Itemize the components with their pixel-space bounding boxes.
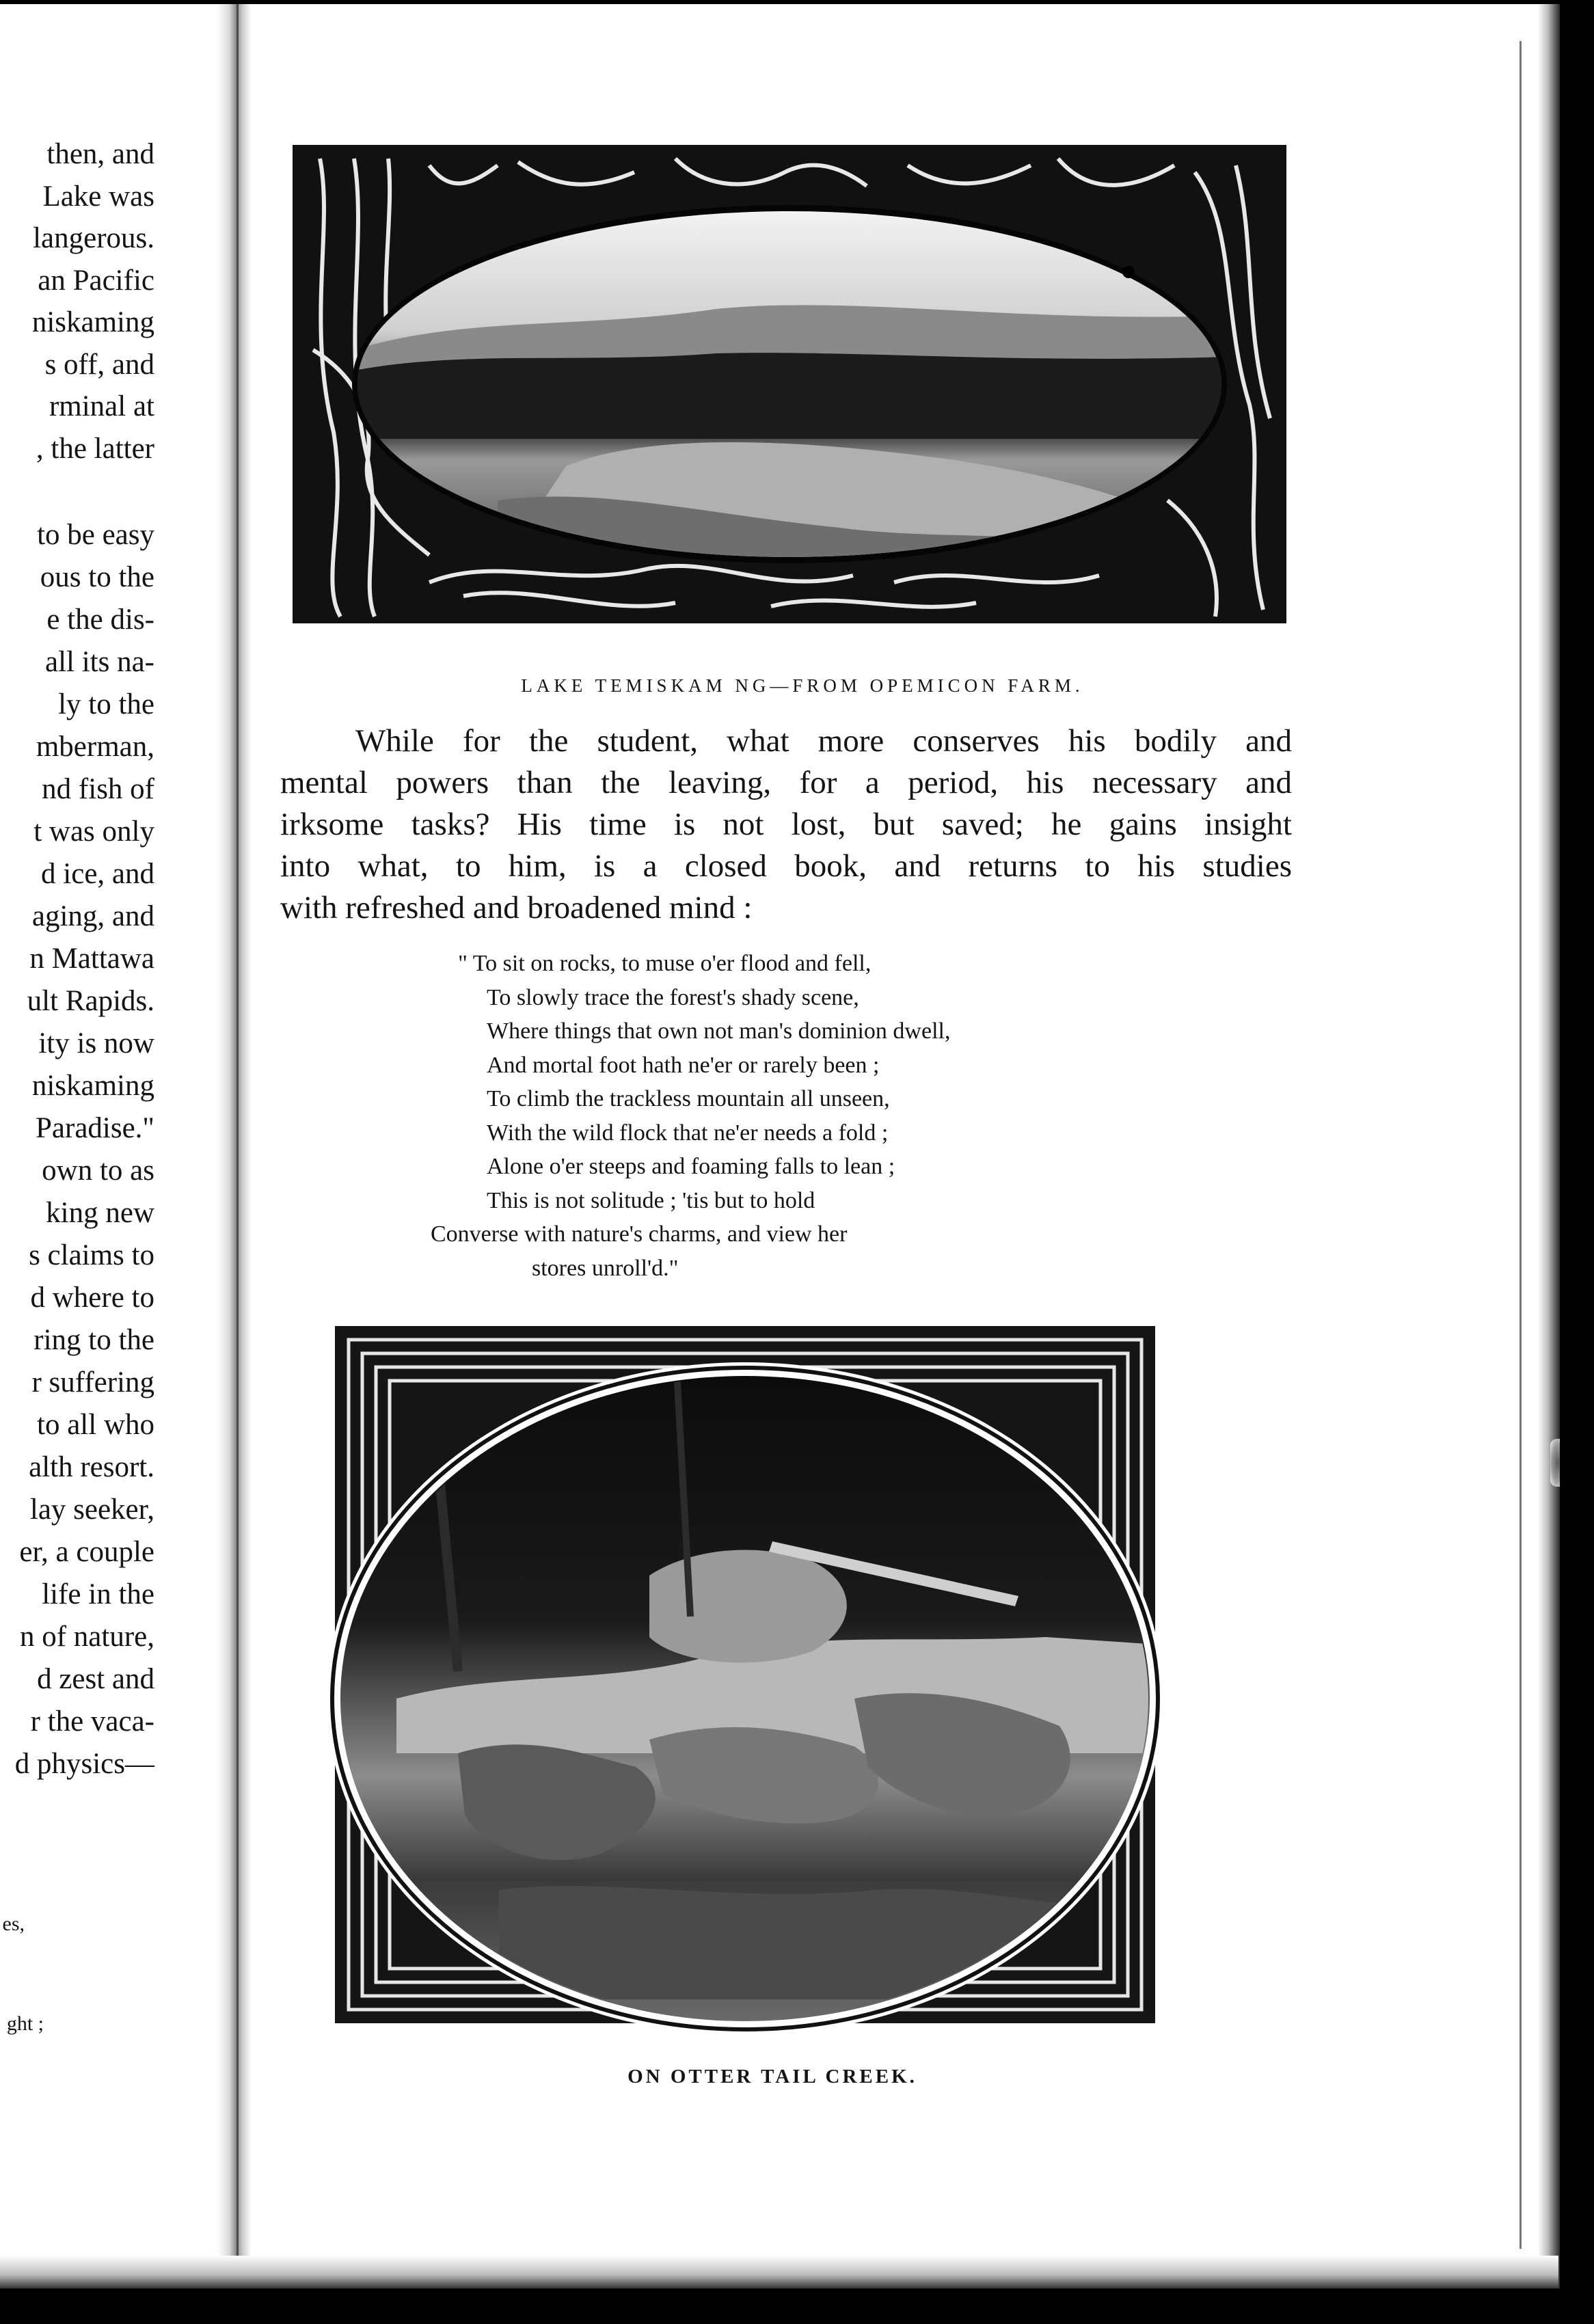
poem-line: To slowly trace the forest's shady scene, bbox=[487, 984, 859, 1010]
left-line: ity is now bbox=[38, 1027, 154, 1059]
scan-border bbox=[1560, 0, 1594, 2324]
paragraph-line: with refreshed and broadened mind : bbox=[280, 890, 753, 925]
left-line: ly to the bbox=[58, 688, 154, 720]
left-line: d where to bbox=[30, 1282, 154, 1314]
left-line: n of nature, bbox=[19, 1621, 154, 1653]
left-line: s off, and bbox=[44, 349, 154, 381]
left-line: d ice, and bbox=[41, 858, 154, 890]
poem-quote bbox=[424, 947, 1244, 1285]
left-fragment: es, bbox=[2, 1913, 25, 1935]
paragraph-line: irksome tasks? His time is not lost, but saved; he gains insight bbox=[280, 807, 1292, 842]
left-line: alth resort. bbox=[29, 1451, 154, 1483]
page-bottom-edge bbox=[0, 2256, 1558, 2288]
left-line: d zest and bbox=[37, 1663, 154, 1695]
left-line: langerous. bbox=[33, 222, 154, 254]
left-line: all its na- bbox=[44, 646, 154, 678]
book-gutter bbox=[217, 0, 252, 2297]
left-line: nd fish of bbox=[42, 773, 154, 805]
paragraph-line: While for the student, what more conserves his bodily and bbox=[355, 723, 1292, 759]
left-line: niskaming bbox=[31, 306, 154, 338]
left-line: rminal at bbox=[49, 390, 154, 422]
left-line: life in the bbox=[42, 1578, 154, 1610]
left-line: Paradise." bbox=[36, 1112, 154, 1144]
left-line: to be easy bbox=[37, 519, 154, 551]
poem-line: With the wild flock that ne'er needs a fold ; bbox=[487, 1120, 889, 1146]
figure-caption: LAKE TEMISKAM NG—FROM OPEMICON FARM. bbox=[521, 675, 1084, 696]
poem-line: stores unroll'd." bbox=[532, 1255, 679, 1281]
poem-line: Converse with nature's charms, and view her bbox=[431, 1221, 848, 1247]
left-line: , the latter bbox=[36, 433, 154, 465]
left-line: niskaming bbox=[31, 1070, 154, 1102]
paragraph-line: into what, to him, is a closed book, and returns to his studies bbox=[280, 848, 1292, 884]
left-line: t was only bbox=[33, 815, 154, 848]
left-line: ous to the bbox=[40, 561, 154, 593]
left-line: n Mattawa bbox=[29, 943, 154, 975]
left-line: mberman, bbox=[36, 731, 154, 763]
poem-line: Where things that own not man's dominion dwell, bbox=[487, 1018, 951, 1044]
left-line: then, and bbox=[46, 138, 154, 170]
figure-caption: ON OTTER TAIL CREEK. bbox=[627, 2066, 917, 2087]
left-line: aging, and bbox=[31, 900, 154, 932]
poem-line: This is not solitude ; 'tis but to hold bbox=[487, 1187, 815, 1213]
poem-line: Alone o'er steeps and foaming falls to lean ; bbox=[487, 1154, 895, 1179]
paragraph-line: mental powers than the leaving, for a period, his necessary and bbox=[280, 765, 1292, 800]
poem-line: " To sit on rocks, to muse o'er flood and fell, bbox=[458, 951, 872, 976]
left-line: own to as bbox=[42, 1154, 154, 1187]
left-line: ring to the bbox=[33, 1324, 154, 1356]
scan-border bbox=[0, 2288, 1594, 2324]
left-line: king new bbox=[46, 1197, 154, 1229]
page-edge bbox=[1519, 41, 1522, 2249]
scan-border bbox=[0, 0, 1594, 4]
left-line: r the vaca- bbox=[30, 1705, 154, 1738]
left-line: to all who bbox=[37, 1409, 154, 1441]
left-fragment: ght ; bbox=[6, 2012, 44, 2035]
otter-tail-creek-photo bbox=[294, 1316, 1237, 2047]
left-line: s claims to bbox=[29, 1239, 154, 1271]
gutter-fold bbox=[237, 0, 239, 2290]
poem-line: And mortal foot hath ne'er or rarely been ; bbox=[487, 1052, 880, 1078]
left-line: lay seeker, bbox=[29, 1494, 154, 1526]
poem-line: To climb the trackless mountain all unseen, bbox=[487, 1086, 890, 1111]
left-line: e the dis- bbox=[46, 604, 154, 636]
left-line: an Pacific bbox=[38, 265, 154, 297]
left-line: d physics— bbox=[14, 1748, 154, 1780]
left-line: Lake was bbox=[42, 180, 154, 213]
lake-temiskaming-photo bbox=[293, 145, 1286, 623]
page-edge bbox=[1538, 0, 1560, 2290]
body-paragraph bbox=[280, 720, 1292, 929]
left-line: er, a couple bbox=[19, 1536, 154, 1568]
left-line: ult Rapids. bbox=[27, 985, 154, 1017]
left-line: r suffering bbox=[31, 1366, 154, 1399]
